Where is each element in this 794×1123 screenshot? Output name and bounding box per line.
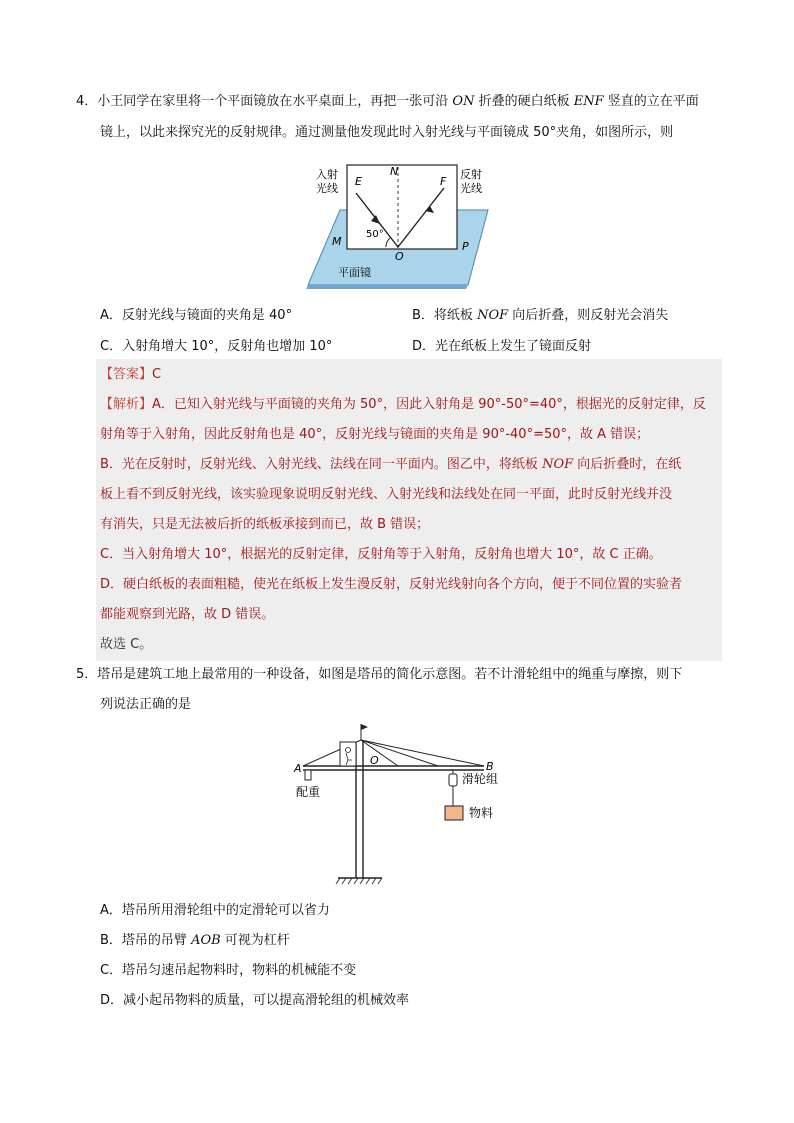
counterweight xyxy=(305,770,311,780)
label-E: E xyxy=(355,175,362,188)
label-angle: 50° xyxy=(366,229,384,240)
question-4-line-1 xyxy=(76,93,699,111)
analysis-text: 向后折叠时，在纸 xyxy=(573,457,682,472)
q4-option-d[interactable]: D．光在纸板上发生了镜面反射 xyxy=(412,339,592,354)
analysis-b-line-3: 有消失，只是无法被后折的纸板承接到而已，故 B 错误； xyxy=(100,517,430,532)
answer-value: C xyxy=(152,367,162,382)
var-AOB: AOB xyxy=(191,933,221,948)
label-F: F xyxy=(440,175,447,188)
q5-option-c[interactable]: C．塔吊匀速吊起物料时，物料的机械能不变 xyxy=(100,963,357,978)
q5-option-b[interactable] xyxy=(100,929,290,948)
var-NOF: NOF xyxy=(542,457,574,472)
label-reflected-2: 光线 xyxy=(460,182,482,195)
q5-text: 塔吊是建筑工地上最常用的一种设备，如图是塔吊的简化示意图。若不计滑轮组中的绳重与摩擦，则下 xyxy=(97,667,683,682)
var-NOF: NOF xyxy=(477,308,509,323)
q5-option-b-text: 可视为杠杆 xyxy=(220,933,290,948)
q5-option-d[interactable]: D．减小起吊物料的质量，可以提高滑轮组的机械效率 xyxy=(100,993,410,1008)
label-material: 物料 xyxy=(469,806,494,820)
analysis-b-line-2: 板上看不到反射光线，该实验现象说明反射光线、入射光线和法线处在同一平面，此时反射光线并没 xyxy=(100,487,673,502)
label-A: A xyxy=(294,762,302,775)
question-number: 4． xyxy=(76,94,98,109)
analysis-text: B．光在反射时，反射光线、入射光线、法线在同一平面内。图乙中，将纸板 xyxy=(100,457,543,472)
tower-crane-figure xyxy=(288,720,528,890)
q5-option-a[interactable]: A．塔吊所用滑轮组中的定滑轮可以省力 xyxy=(100,903,330,918)
var-ENF: ENF xyxy=(573,94,604,109)
q4-text: 小王同学在家里将一个平面镜放在水平桌面上，再把一张可沿 xyxy=(97,94,453,109)
analysis-b-line-1 xyxy=(100,456,681,474)
label-pulley: 滑轮组 xyxy=(462,772,499,786)
ground-hatch xyxy=(336,878,382,884)
analysis-text: A．已知入射光线与平面镜的夹角为 50°，因此入射角是 90°-50°=40°，根据光的反射定律，反 xyxy=(152,397,706,412)
answer-line xyxy=(100,366,161,384)
label-N: N xyxy=(390,165,399,178)
question-number: 5． xyxy=(76,667,98,682)
flag xyxy=(361,724,368,730)
mirror-edge xyxy=(306,285,468,289)
conclusion: 故选 C。 xyxy=(100,637,153,652)
q4-text: 竖直的立在平面 xyxy=(603,94,699,109)
label-incident: 入射 xyxy=(316,168,338,181)
q4-option-b-text: B．将纸板 xyxy=(412,308,478,323)
analysis-d-line-1: D．硬白纸板的表面粗糙，使光在纸板上发生漫反射，反射光线射向各个方向，便于不同位置的实验者 xyxy=(100,577,683,592)
label-B: B xyxy=(486,760,494,773)
q4-option-b-text: 向后折叠，则反射光会消失 xyxy=(508,308,669,323)
analysis-c-line-1: C．当入射角增大 10°，根据光的反射定律，反射角等于入射角，反射角也增大 10°，故 C 正确。 xyxy=(100,547,662,562)
analysis-a-line-1 xyxy=(100,396,706,414)
analysis-a-line-2: 射角等于入射角，因此反射角也是 40°，反射光线与镜面的夹角是 90°-40°=50°，故 A 错误； xyxy=(100,427,650,442)
label-O: O xyxy=(395,250,404,263)
q4-text: 折叠的硬白纸板 xyxy=(474,94,574,109)
pulley-block xyxy=(449,774,457,786)
answer-tag: 【答案】 xyxy=(100,367,153,382)
q4-option-b[interactable] xyxy=(412,304,668,323)
reflection-figure xyxy=(300,155,500,290)
label-incident-2: 光线 xyxy=(316,182,338,195)
label-reflected: 反射 xyxy=(460,168,482,181)
question-5-line-2: 列说法正确的是 xyxy=(100,697,192,712)
analysis-d-line-2: 都能观察到光路，故 D 错误。 xyxy=(100,607,275,622)
q4-option-c[interactable]: C．入射角增大 10°，反射角也增加 10° xyxy=(100,339,333,354)
q4-option-a[interactable]: A．反射光线与镜面的夹角是 40° xyxy=(100,308,293,323)
analysis-tag: 【解析】 xyxy=(100,397,153,412)
q5-option-b-text: B．塔吊的吊臂 xyxy=(100,933,192,948)
label-P: P xyxy=(462,240,469,253)
operator-cab xyxy=(340,742,356,766)
label-counterweight: 配重 xyxy=(296,785,321,799)
var-ON: ON xyxy=(452,94,475,109)
label-O: O xyxy=(370,754,379,767)
label-M: M xyxy=(332,235,342,248)
question-4-line-2: 镜上，以此来探究光的反射规律。通过测量他发现此时入射光线与平面镜成 50°夹角，如图所示，则 xyxy=(100,125,674,140)
material-load xyxy=(445,806,463,820)
label-mirror: 平面镜 xyxy=(338,266,371,279)
question-5-line-1 xyxy=(76,666,682,684)
